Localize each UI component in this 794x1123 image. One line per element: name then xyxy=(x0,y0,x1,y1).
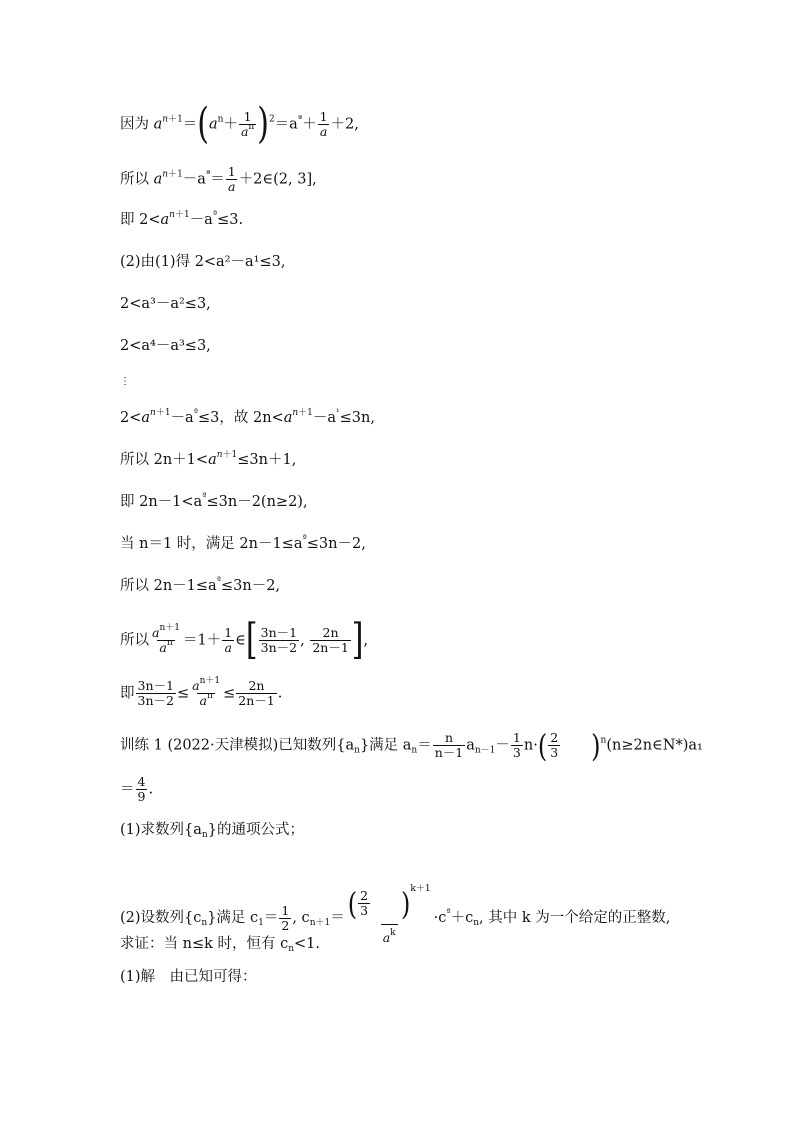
superscript: ª xyxy=(212,210,218,220)
right-paren: ) xyxy=(257,99,269,149)
text-segment: ＋2∈(2, 3], xyxy=(238,171,317,188)
fraction: $\frac{1}{3}$ xyxy=(512,730,521,760)
line-6: 2<a⁴－a³≤3, xyxy=(120,338,211,354)
subscript: n xyxy=(288,944,295,954)
line-16 xyxy=(120,775,153,804)
text-segment: ＋ xyxy=(302,116,317,133)
var-a: a xyxy=(209,116,218,133)
text-segment: , xyxy=(363,632,369,649)
text-segment: 2< xyxy=(120,410,142,426)
text-segment: ≤ xyxy=(176,685,190,702)
fraction: $\frac{n}{n-1}$ xyxy=(434,730,464,760)
text-segment: 因为 xyxy=(120,116,154,133)
line-15-exercise xyxy=(120,727,703,764)
fraction: $\frac{4}{9}$ xyxy=(137,774,146,804)
text-segment: 训练 1 (2022·天津模拟)已知数列{a xyxy=(120,737,355,754)
text-segment: , xyxy=(300,632,310,649)
text-segment: ＝ xyxy=(263,910,279,926)
fraction: $\frac{1}{a^n}$ xyxy=(240,109,255,139)
text-segment: －a xyxy=(182,171,206,188)
text-segment: (1)求数列{a xyxy=(120,822,202,838)
subscript: n xyxy=(201,830,208,840)
var-a: a xyxy=(141,410,151,426)
text-segment: ≤3. xyxy=(217,212,244,228)
text-segment: 所以 xyxy=(120,171,154,188)
fraction: $\frac{3n-1}{3n-2}$ xyxy=(260,625,298,655)
line-13 xyxy=(120,615,369,665)
fraction: $\frac{1}{a}$ xyxy=(224,625,233,655)
var-a: a xyxy=(283,410,293,426)
superscript: n＋1 xyxy=(169,210,190,220)
superscript: ª xyxy=(302,534,307,544)
fraction: $\frac{2}{3}$ xyxy=(550,730,559,760)
text-segment: }的通项公式； xyxy=(207,822,304,838)
text-segment: . xyxy=(277,685,283,702)
text-segment: 即 2n－1<a xyxy=(120,494,203,510)
text-segment: ∈ xyxy=(235,632,246,649)
superscript: n＋1 xyxy=(162,169,183,180)
right-paren: ) xyxy=(591,727,601,764)
text-segment: －a xyxy=(312,410,337,426)
text-segment: ＝ xyxy=(330,910,345,926)
fraction: $\frac{3n-1}{3n-2}$ xyxy=(137,678,174,708)
superscript: ª xyxy=(297,114,303,125)
fraction: $\frac{1}{2}$ xyxy=(281,902,290,933)
line-17 xyxy=(120,820,304,840)
text-segment: 当 n＝1 时，满足 2n－1≤a xyxy=(120,536,303,552)
text-segment: (2)设数列{c xyxy=(120,910,202,926)
text-segment: ＝ xyxy=(210,171,225,188)
superscript: ¹ xyxy=(336,408,340,418)
fraction: $\frac{1}{a}$ xyxy=(227,164,236,194)
text-segment: , c xyxy=(292,910,310,926)
line-14 xyxy=(120,676,283,708)
line-3 xyxy=(120,210,243,230)
text-segment: ＋c xyxy=(450,910,474,926)
line-10 xyxy=(120,492,308,512)
superscript: n＋1 xyxy=(216,450,238,460)
var-a: a xyxy=(208,452,217,468)
text-segment: }满足 a xyxy=(359,737,412,754)
text-segment: 即 xyxy=(120,685,135,702)
text-segment: ≤3n＋1, xyxy=(237,452,297,468)
text-segment: a xyxy=(466,737,475,754)
superscript: n＋1 xyxy=(292,408,313,418)
text-segment: <1. xyxy=(294,936,321,952)
text-segment: －a xyxy=(189,212,213,228)
subscript: n xyxy=(473,918,480,928)
text-segment: ≤3n, xyxy=(339,410,375,426)
right-bracket: ] xyxy=(351,615,364,665)
text-segment: 即 2< xyxy=(120,212,161,228)
subscript: n－1 xyxy=(474,745,496,756)
fraction: $\frac{2n}{2n-1}$ xyxy=(238,678,275,708)
var-a: a xyxy=(153,171,163,188)
text-segment: ＝a xyxy=(274,116,298,133)
var-a: a xyxy=(160,212,170,228)
line-20: (1)解 由已知可得： xyxy=(120,969,257,985)
text-segment: ＋2, xyxy=(330,116,359,133)
big-fraction: ( $\frac{2}{3}$ )$^{k+1}$ $a^k$ xyxy=(347,884,431,945)
text-segment: ＝ xyxy=(182,116,198,133)
superscript: ª xyxy=(216,576,221,586)
superscript: ª xyxy=(205,169,211,180)
fraction: $\frac{1}{a}$ xyxy=(319,109,328,139)
superscript: n xyxy=(217,114,224,125)
subscript: n xyxy=(201,918,208,928)
superscript: ª xyxy=(446,908,451,918)
subscript: n xyxy=(411,745,418,756)
line-5: 2<a³－a²≤3, xyxy=(120,296,211,312)
superscript: ª xyxy=(202,492,207,502)
var-a: a xyxy=(153,116,163,133)
text-segment: 所以 2n＋1< xyxy=(120,452,209,468)
text-segment: ＋ xyxy=(223,116,238,133)
text-segment: a₁ xyxy=(688,737,703,754)
line-2 xyxy=(120,165,317,194)
line-4: (2)由(1)得 2<a²－a¹≤3, xyxy=(120,254,286,270)
superscript: ª xyxy=(193,408,198,418)
superscript: n＋1 xyxy=(162,114,183,125)
fraction: $\frac{a^{n+1}}{a^n}$ xyxy=(152,623,180,655)
text-segment: }满足 c xyxy=(207,910,259,926)
line-12 xyxy=(120,576,280,596)
text-segment: ≤3n－2(n≥2), xyxy=(206,494,308,510)
fraction: $\frac{2n}{2n-1}$ xyxy=(312,625,349,655)
line-1 xyxy=(120,99,359,149)
subscript: n＋1 xyxy=(309,918,331,928)
text-segment: n· xyxy=(523,737,538,754)
text-segment: (n≥2n∈N*) xyxy=(606,737,689,754)
left-paren: ( xyxy=(197,99,210,149)
text-segment: 所以 xyxy=(120,632,149,649)
text-segment: － xyxy=(495,737,510,754)
line-7-ellipsis: ⋮ xyxy=(120,376,130,387)
text-segment: ≤3n－2, xyxy=(306,536,366,552)
line-9 xyxy=(120,450,296,470)
superscript: 2 xyxy=(268,114,275,125)
text-segment: ＝ xyxy=(417,737,432,754)
superscript: n＋1 xyxy=(150,408,171,418)
text-segment: ≤3，故 2n< xyxy=(198,410,284,426)
subscript: n xyxy=(354,745,360,756)
subscript: 1 xyxy=(258,918,264,928)
left-paren: ( xyxy=(537,727,548,764)
line-8 xyxy=(120,408,375,428)
text-segment: ＝1＋ xyxy=(182,632,222,649)
text-segment: ≤3n－2, xyxy=(220,578,281,594)
line-11 xyxy=(120,534,366,554)
left-bracket: [ xyxy=(245,615,258,665)
line-19 xyxy=(120,934,320,954)
text-segment: ·c xyxy=(433,910,447,926)
superscript: n xyxy=(600,735,607,746)
text-segment: , 其中 k 为一个给定的正整数, xyxy=(479,910,671,926)
fraction: $\frac{a^{n+1}}{a^n}$ xyxy=(192,676,221,708)
text-segment: －a xyxy=(170,410,194,426)
text-segment: ＝ xyxy=(120,781,135,798)
text-segment: . xyxy=(148,781,154,798)
text-segment: ≤ xyxy=(223,685,236,702)
text-segment: 所以 2n－1≤a xyxy=(120,578,217,594)
text-segment: 求证：当 n≤k 时，恒有 c xyxy=(120,936,289,952)
